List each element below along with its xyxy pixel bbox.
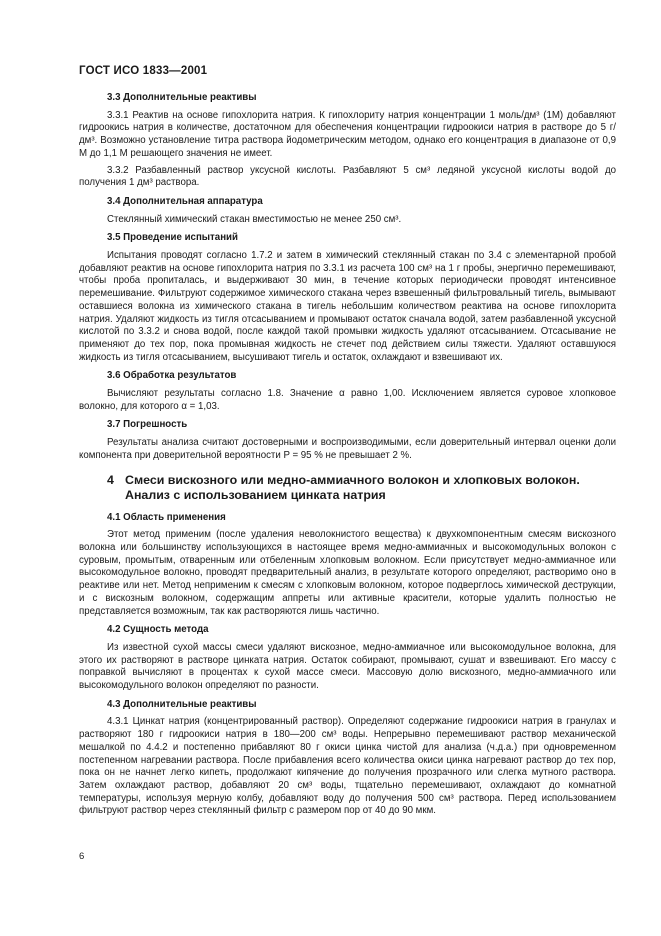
section-4-1-heading: 4.1 Область применения (107, 511, 226, 523)
paragraph-3-5: Испытания проводят согласно 1.7.2 и затем в химический стеклянный стакан по 3.4 с элементарной пробой добавляют реактив на основе гипохлорита натрия по 3.3.1 из расчета 100 см³ на 1 г пробы, энергично перемешивают, чтобы проба пропиталась, и выдерживают 30 мин, в течение которых периодически проводят интенсивное перемешивание. Фильтруют содержимое химического стакана через взвешенный фильтровальный тигель, вымывают оставшиеся волокна из химического стакана в тигель небольшим количеством реактива на основе гипохлорита натрия. Удаляют жидкость из тигля отсасыванием и промывают остаток сначала водой, затем разбавленной уксусной кислотой по 3.3.2 и снова водой, после каждой такой промывки жидкость удаляют отсасыванием. Отсасывание не применяют до тех пор, пока промывная жидкость не стечет под действием силы тяжести. Удаляют оставшуюся жидкость из тигля отсасыванием, высушивают тигель и остаток, охлаждают и взвешивают их. (79, 250, 616, 363)
section-4-number: 4 (107, 472, 114, 487)
document-header: ГОСТ ИСО 1833—2001 (79, 65, 208, 77)
section-3-6-heading: 3.6 Обработка результатов (107, 370, 237, 382)
section-4-heading (79, 473, 616, 503)
section-3-7-heading: 3.7 Погрешность (107, 419, 188, 431)
paragraph-3-3-1: 3.3.1 Реактив на основе гипохлорита натрия. К гипохлориту натрия концентрации 1 моль/дм³ (1М) добавляют гидроокись натрия в количестве, достаточном для обеспечения концентрации гидроокиси натрия в растворе до 5 г/дм³. Возможно установление титра раствора йодометрическим методом, однако его концентрация в диапазоне от 0,9 М до 1,1 М решающего значения не имеет. (79, 109, 616, 159)
paragraph-3-4: Стеклянный химический стакан вместимостью не менее 250 см³. (107, 213, 402, 225)
section-4-3-heading: 4.3 Дополнительные реактивы (107, 698, 257, 710)
document-body (79, 92, 616, 822)
paragraph-3-7: Результаты анализа считают достоверными и воспроизводимыми, если доверительный интервал оценки доли компонента при доверительной вероятности P = 95 % не превышает 2 %. (79, 437, 616, 461)
paragraph-3-3-2: 3.3.2 Разбавленный раствор уксусной кислоты. Разбавляют 5 см³ ледяной уксусной кислоты водой до получения 1 дм³ раствора. (79, 164, 616, 189)
section-4-title-line2: Анализ с использованием цинката натрия (125, 487, 386, 502)
section-3-4-heading: 3.4 Дополнительная аппаратура (107, 195, 263, 207)
section-4-2-heading: 4.2 Сущность метода (107, 624, 209, 636)
section-3-3-heading: 3.3 Дополнительные реактивы (107, 92, 257, 103)
section-3-5-heading: 3.5 Проведение испытаний (107, 232, 238, 244)
paragraph-4-1: Этот метод применим (после удаления неволокнистого вещества) к двухкомпонентным смесям вискозного волокна или большинству использующихся в настоящее время медно-аммиачных и высокомодульных волокон с суровым, промытым, отваренным или отбеленным хлопковым волокном. Если присутствует медно-аммиачное или высокомодульное волокно, проводят предварительный анализ, в результате которого определяют, растворимо оно в реактиве или нет. Метод неприменим к смесям с хлопковым волокном, которое подверглось химической деструкции, и с вискозным волокном, содержащим аппреты или активные красители, которые удалить полностью не представляется возможным, так как растворяются лишь частично. (79, 529, 616, 617)
page-number: 6 (79, 851, 85, 862)
paragraph-4-3-1: 4.3.1 Цинкат натрия (концентрированный раствор). Определяют содержание гидроокиси натрия в гранулах и растворяют 180 г гидроокиси натрия в 180—200 см³ воды. Непрерывно перемешивают раствор механической мешалкой по 4.4.2 и постепенно прибавляют 80 г окиси цинка чистой для анализа (ч.д.а.) при одновременном постепенном нагревании раствора. После прибавления всего количества окиси цинка нагревают раствор до тех пор, пока он не начнет легко кипеть, продолжают кипячение до получения прозрачного или слегка мутного раствора. Затем охлаждают раствор, добавляют 20 см³ воды, тщательно перемешивают, охлаждают до комнатной температуры, используя мерную колбу, добавляют воду до получения 500 см³ раствора. Перед использованием фильтруют раствор через стеклянный фильтр с размером пор от 40 до 90 мкм. (79, 716, 616, 817)
paragraph-3-6: Вычисляют результаты согласно 1.8. Значение α равно 1,00. Исключением является суровое хлопковое волокно, для которого α = 1,03. (79, 388, 616, 412)
section-4-title-line1: Смеси вискозного или медно-аммиачного волокон и хлопковых волокон. (125, 472, 580, 487)
paragraph-4-2: Из известной сухой массы смеси удаляют вискозное, медно-аммиачное или высокомодульное волокна, для этого их растворяют в растворе цинката натрия. Остаток собирают, промывают, сушат и взвешивают. Его массу с поправкой вычисляют в процентах к сухой массе смеси. Массовую долю вискозного, медно-аммиачного или высокомодульного волокон определяют по разности. (79, 641, 616, 692)
